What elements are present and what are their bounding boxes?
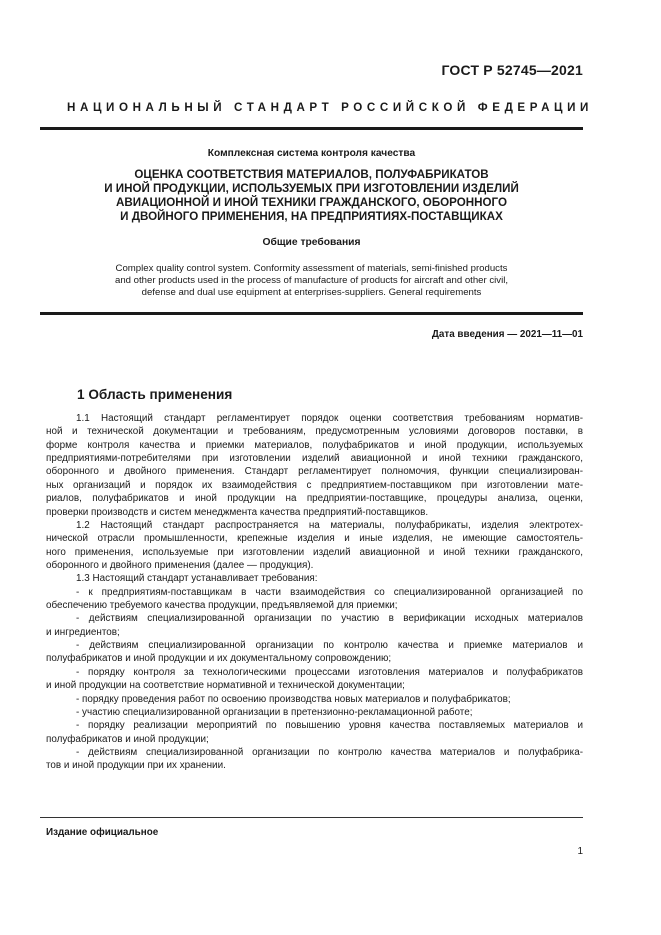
body-line: проверки производств и систем менеджмента качества предприятий-поставщиков. — [46, 506, 429, 518]
body-line: - порядку реализации мероприятий по повышению уровня качества поставляемых материалов и — [76, 720, 583, 732]
main-title — [40, 168, 583, 224]
english-title-line: Complex quality control system. Conformity assessment of materials, semi-finished products — [115, 263, 508, 274]
body-line: - порядку контроля за технологическими процессами изготовления материалов и полуфабрикатов — [76, 666, 583, 678]
main-title-line: ОЦЕНКА СООТВЕТСТВИЯ МАТЕРИАЛОВ, ПОЛУФАБРИКАТОВ — [134, 168, 489, 181]
title-divider — [40, 312, 583, 315]
body-line: - действиям специализированной организации по контролю качества и приемке материалов и — [76, 640, 583, 652]
body-line: 1.1 Настоящий стандарт регламентирует порядок оценки соответствия требованиям норматив- — [76, 413, 583, 424]
body-line: - действиям специализированной организации по контролю качества материалов и полуфабрика- — [76, 746, 583, 758]
main-title-line: АВИАЦИОННОЙ И ИНОЙ ТЕХНИКИ ГРАЖДАНСКОГО, ОБОРОННОГО — [116, 196, 507, 209]
body-line: обеспечению требуемого качества продукции, предъявляемой для приемки; — [46, 600, 398, 612]
body-line: - участию специализированной организации в претензионно-рекламационной работе; — [76, 706, 473, 718]
body-line: - порядку проведения работ по освоению производства новых материалов и полуфабрикатов; — [76, 693, 511, 705]
section-body — [46, 412, 583, 773]
body-line: и ингредиентов; — [46, 626, 120, 638]
english-title-line: defense and dual use equipment at enterprises-suppliers. General requirements — [141, 287, 482, 299]
subtitle: Общие требования — [262, 237, 361, 248]
body-line: ного применения, используемые при изготовлении изделий авиационной и иной техники гражданского, — [46, 546, 583, 558]
body-line: оборонного и двойного применения. Стандарт регламентирует полномочия, функции специализирован- — [46, 466, 583, 478]
document-number: ГОСТ Р 52745—2021 — [441, 62, 583, 78]
body-line: полуфабрикатов и иной продукции и их документальному сопровождению; — [46, 653, 392, 665]
page-number: 1 — [577, 846, 583, 857]
section-heading: 1 Область применения — [77, 387, 233, 402]
edition-label: Издание официальное — [46, 827, 159, 838]
body-line: полуфабрикатов и иной продукции; — [46, 733, 209, 745]
main-title-line: И ДВОЙНОГО ПРИМЕНЕНИЯ, НА ПРЕДПРИЯТИЯХ-ПОСТАВЩИКАХ — [120, 210, 503, 223]
body-line: и иной продукции на соответствие нормативной и технической документации; — [46, 680, 405, 692]
body-line: 1.2 Настоящий стандарт распространяется на материалы, полуфабрикаты, изделия электротех- — [76, 519, 583, 531]
top-divider — [40, 127, 583, 130]
body-line: - к предприятиям-поставщикам в части взаимодействия со специализированной организацией по — [76, 586, 583, 598]
body-line: риалов, полуфабрикатов и иной продукции на предприятии-поставщике, процедуры анализа, оценки, — [46, 493, 583, 505]
standard-title: НАЦИОНАЛЬНЫЙ СТАНДАРТ РОССИЙСКОЙ ФЕДЕРАЦИИ — [67, 101, 593, 114]
body-line: предприятиями-потребителями при изготовлении изделий авиационной и иной техники гражданского, — [46, 453, 583, 465]
body-line: ных организаций и порядок их взаимодействия с предприятием-поставщиком при изготовлении мате- — [46, 479, 583, 491]
body-line: 1.3 Настоящий стандарт устанавливает требования: — [76, 573, 318, 585]
introduction-date: Дата введения — 2021—11—01 — [431, 329, 583, 340]
english-title-line: and other products used in the process of manufacture of products for aircraft and other civil, — [114, 275, 509, 287]
body-line: нической отрасли промышленности, крепежные изделия и иные изделия, не имеющие самостоятель- — [46, 533, 583, 545]
main-title-line: И ИНОЙ ПРОДУКЦИИ, ИСПОЛЬЗУЕМЫХ ПРИ ИЗГОТОВЛЕНИИ ИЗДЕЛИЙ — [104, 182, 519, 195]
footer-divider — [40, 817, 583, 818]
series-title: Комплексная система контроля качества — [207, 148, 416, 159]
body-line: форме контроля качества и приемки материалов, полуфабрикатов и иной продукции, используемых — [46, 439, 583, 451]
body-line: - действиям специализированной организации по участию в верификации исходных материалов — [76, 613, 583, 625]
body-line: ной и технической документации и требованиям, предусмотренным условиями договоров поставки, в — [46, 426, 583, 438]
body-line: тов и иной продукции при их хранении. — [46, 760, 226, 772]
english-title — [40, 263, 583, 300]
body-line: оборонного и двойного применения (далее — продукция). — [46, 559, 314, 571]
